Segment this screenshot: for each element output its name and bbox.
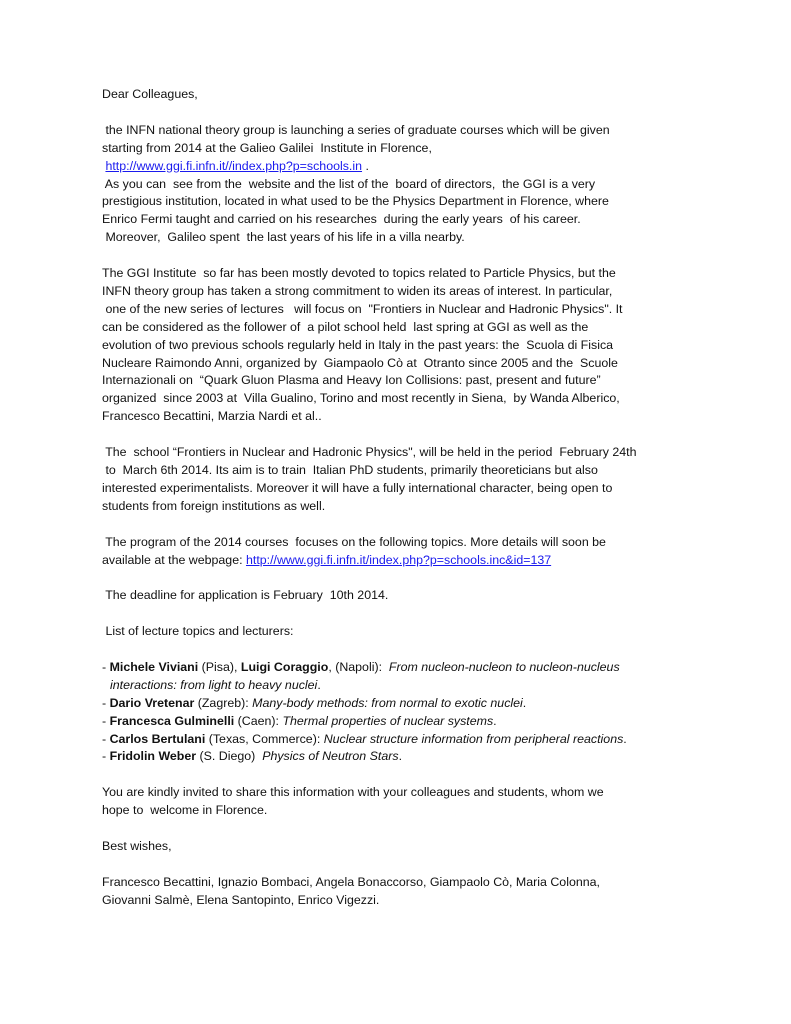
lecturer-name: Fridolin Weber <box>109 749 197 764</box>
salutation-text: Dear Colleagues, <box>102 87 198 101</box>
lecture-title: interactions: from light to heavy nuclei <box>110 677 318 692</box>
intro-line: prestigious institution, located in what used to be the Physics Department in Florence, where <box>102 194 609 209</box>
list-intro-paragraph <box>102 623 702 641</box>
program-link-prefix: available at the webpage: <box>102 552 246 567</box>
lectures-list <box>102 659 702 766</box>
lecturer-affiliation: (Pisa), <box>198 659 241 674</box>
list-item-end: . <box>398 749 403 764</box>
lecturer-affiliation: , (Napoli): <box>328 659 389 674</box>
school-line: to March 6th 2014. Its aim is to train Italian PhD students, primarily theoreticians but also <box>102 462 598 477</box>
lecturer-name: Francesca Gulminelli <box>109 713 235 728</box>
invite-line: You are kindly invited to share this information with your colleagues and students, whom we <box>102 785 604 800</box>
list-intro-text: List of lecture topics and lecturers: <box>102 624 294 639</box>
lecture-title: Nuclear structure information from peripheral reactions <box>323 731 624 746</box>
intro-line: the INFN national theory group is launching a series of graduate courses which will be given <box>102 122 610 137</box>
letter-body <box>102 86 702 927</box>
lecturer-name: Dario Vretenar <box>109 695 195 710</box>
lecture-title: Many-body methods: from normal to exotic nuclei <box>252 695 523 710</box>
program-webpage-link[interactable]: http://www.ggi.fi.infn.it/index.php?p=schools.inc&id=137 <box>245 552 552 567</box>
invite-line: hope to welcome in Florence. <box>102 803 268 818</box>
program-paragraph <box>102 534 702 570</box>
intro-link-suffix: . <box>362 158 369 173</box>
ggi-line: Francesco Becattini, Marzia Nardi et al.. <box>102 409 322 424</box>
ggi-line: The GGI Institute so far has been mostly devoted to topics related to Particle Physics, but the <box>102 266 616 281</box>
list-item-end: . <box>317 677 321 692</box>
list-item <box>102 731 702 749</box>
ggi-line: organized since 2003 at Villa Gualino, Torino and most recently in Siena, by Wanda Alberico, <box>102 391 620 406</box>
list-bullet: - <box>102 713 110 728</box>
deadline-paragraph <box>102 587 702 605</box>
school-line: interested experimentalists. Moreover it will have a fully international character, being open to <box>102 480 613 495</box>
list-item-end: . <box>493 713 497 728</box>
lecturer-affiliation: (Texas, Commerce): <box>205 731 324 746</box>
school-line: students from foreign institutions as well. <box>102 498 326 513</box>
lecturer-name: Luigi Coraggio <box>240 659 329 674</box>
ggi-paragraph <box>102 265 702 426</box>
list-item <box>102 748 702 766</box>
ggi-line: INFN theory group has taken a strong commitment to widen its areas of interest. In particular, <box>102 283 613 298</box>
program-line: The program of the 2014 courses focuses on the following topics. More details will soon be <box>102 534 606 549</box>
list-item <box>102 713 702 731</box>
school-line: The school “Frontiers in Nuclear and Hadronic Physics", will be held in the period February 24th <box>102 445 637 460</box>
list-item <box>102 695 702 713</box>
salutation <box>102 86 702 104</box>
list-item <box>102 659 702 677</box>
lecture-title: From nucleon-nucleon to nucleon-nucleus <box>388 659 620 674</box>
list-item-continuation <box>102 677 702 695</box>
lecturer-affiliation: (S. Diego) <box>196 749 263 764</box>
signatories-line: Giovanni Salmè, Elena Santopinto, Enrico Vigezzi. <box>102 892 380 907</box>
school-paragraph <box>102 444 702 516</box>
intro-line: As you can see from the website and the list of the board of directors, the GGI is a very <box>102 176 596 191</box>
lecturer-name: Michele Viviani <box>109 659 199 674</box>
closing <box>102 838 702 856</box>
ggi-line: evolution of two previous schools regularly held in Italy in the past years: the Scuola di Fisica <box>102 337 614 352</box>
list-bullet: - <box>102 695 110 710</box>
ggi-line: Internazionali on “Quark Gluon Plasma and Heavy Ion Collisions: past, present and future” <box>102 373 601 388</box>
ggi-schools-link[interactable]: http://www.ggi.fi.infn.it//index.php?p=schools.in <box>105 158 363 173</box>
intro-line: starting from 2014 at the Galieo Galilei Institute in Florence, <box>102 140 432 155</box>
intro-link-line <box>102 158 702 176</box>
lecture-title: Physics of Neutron Stars <box>262 749 399 764</box>
lecture-title: Thermal properties of nuclear systems <box>282 713 494 728</box>
list-bullet: - <box>102 659 110 674</box>
intro-paragraph <box>102 122 702 247</box>
list-item-end: . <box>522 695 527 710</box>
signatories <box>102 874 702 910</box>
lecturer-name: Carlos Bertulani <box>109 731 206 746</box>
ggi-line: Nucleare Raimondo Anni, organized by Giampaolo Cò at Otranto since 2005 and the Scuole <box>102 355 618 370</box>
list-bullet: - <box>102 749 110 764</box>
intro-line: Moreover, Galileo spent the last years of his life in a villa nearby. <box>102 230 465 245</box>
signatories-line: Francesco Becattini, Ignazio Bombaci, Angela Bonaccorso, Giampaolo Cò, Maria Colonna, <box>102 874 600 889</box>
closing-text: Best wishes, <box>102 838 172 853</box>
lecturer-affiliation: (Caen): <box>234 713 283 728</box>
list-bullet: - <box>102 731 110 746</box>
invite-paragraph <box>102 784 702 820</box>
intro-line: Enrico Fermi taught and carried on his researches during the early years of his career. <box>102 212 581 227</box>
ggi-line: one of the new series of lectures will focus on "Frontiers in Nuclear and Hadronic Physics". It <box>102 301 623 316</box>
list-item-end: . <box>623 731 627 746</box>
lecturer-affiliation: (Zagreb): <box>194 695 253 710</box>
ggi-line: can be considered as the follower of a pilot school held last spring at GGI as well as the <box>102 319 589 334</box>
deadline-text: The deadline for application is February 10th 2014. <box>102 588 389 603</box>
program-link-line <box>102 552 702 570</box>
